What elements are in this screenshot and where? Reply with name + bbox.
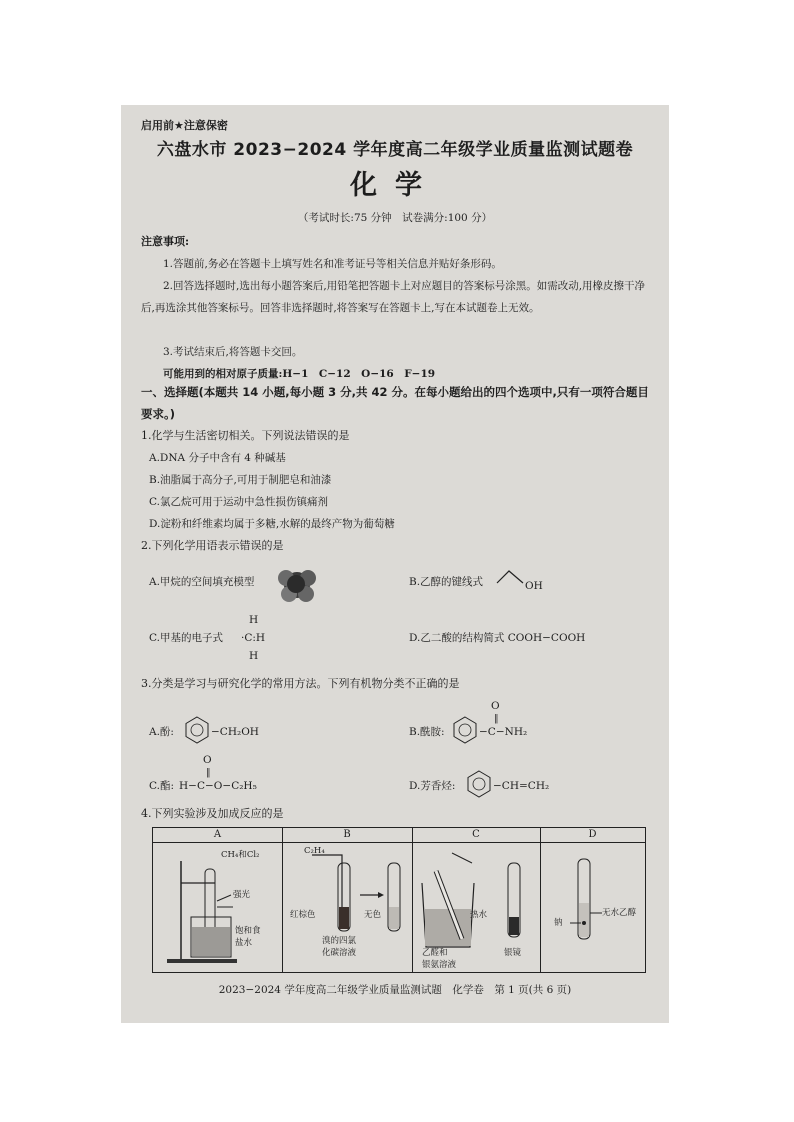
apparatus-a-drawing xyxy=(153,843,282,971)
q2-c-middle: ·C:H xyxy=(241,632,266,644)
c-label-solution-2: 银氨溶液 xyxy=(422,960,457,970)
q3-d-group: −CH=CH₂ xyxy=(493,780,550,792)
b-label-ethylene: C₂H₄ xyxy=(304,846,325,856)
benzene-ring-icon xyxy=(451,715,479,747)
q3-c-oxygen: O xyxy=(203,754,212,766)
a-label-brine-2: 盐水 xyxy=(235,938,253,948)
d-label-anhydrous-ethanol: 无水乙醇 xyxy=(602,908,637,918)
subject-title: 化学 xyxy=(350,170,440,201)
q3-option-c: C.酯: xyxy=(149,780,175,792)
benzene-ring-icon xyxy=(465,769,493,801)
c-label-hot-water: 热水 xyxy=(470,910,488,920)
note-1: 1.答题前,务必在答题卡上填写姓名和准考证号等相关信息并贴好条形码。 xyxy=(163,258,502,270)
exam-paper: 启用前★注意保密 六盘水市 2023−2024 学年度高二年级学业质量监测试题卷 化学 （考试时长:75 分钟 试卷满分:100 分） 注意事项: 1.答题前,务必在答题卡上填写姓名和准考证号等相关信息并贴好条形码。 2.回答选择题时,选出每小题答案后,用铅笔把答题卡上对应题目的答案标号涂黑。如需改动,用橡皮擦干净后,再选涂其他答案标号。回答非选择题时,将答案写在答题卡上,写在本试题卷上无效。 3.考试结束后,将答题卡交回。 可能用到的相对原子质量:H−1 C−12 O−16 F−19 一、选择题(本题共 14 小题,每小题 3 分,共 42 分。在每小题给出的四个选项中,只有一项符合题目要求。) 1.化学与生活密切相关。下列说法错误的是 A.DNA 分子中含有 4 种碱基 B.油脂属于高分子,可用于制肥皂和油漆 C.氯乙烷可用于运动中急性损伤镇痛剂 D.淀粉和纤维素均属于多糖,水解的最终产物为葡萄糖 2.下列化学用语表示错误的是 A.甲烷的空间填充模型 B.乙醇的键线式 OH C.甲基的电子式 H ·C:H H D.乙二酸的结构简式 COOH−COOH 3.分类是学习与研究化学的常用方法。下列有机物分类不正确的是 A.酚: −CH₂OH B.酰胺: O ‖ −C−NH₂ C.酯: O ‖ H−C−O−C₂H₅ D.芳香烃: −CH=CH₂ 4.下列实验涉及加成反应的是 A CH₄和Cl₂ 强光 饱和食 盐水 B C₂H₄ 红棕色 无色 溴的四氯 化碳溶液 C 热水 乙醛和 银氨溶液 银镜 D 钠 无水乙醇 2023−2024 学年度高二年级学业质量监测试题 化学卷 第 1 页(共 6 页) xyxy=(121,105,669,1023)
note-3: 3.考试结束后,将答题卡交回。 xyxy=(163,346,303,358)
atomic-masses: 可能用到的相对原子质量:H−1 C−12 O−16 F−19 xyxy=(163,368,436,380)
q2-c-top-h: H xyxy=(249,614,259,626)
q3-option-d: D.芳香烃: xyxy=(409,780,456,792)
a-label-gas: CH₄和Cl₂ xyxy=(221,850,260,860)
q2-b-oh: OH xyxy=(525,580,543,592)
experiment-b-header: B xyxy=(282,828,412,843)
b-label-colorless: 无色 xyxy=(364,910,382,920)
exam-info: （考试时长:75 分钟 试卷满分:100 分） xyxy=(297,212,493,224)
q2-c-bottom-h: H xyxy=(249,650,259,662)
c-label-solution-1: 乙醛和 xyxy=(422,948,448,958)
q2-option-b: B.乙醇的键线式 xyxy=(409,576,484,588)
experiment-d xyxy=(540,828,645,972)
q3-a-group: −CH₂OH xyxy=(211,726,259,738)
q4-stem: 4.下列实验涉及加成反应的是 xyxy=(141,807,284,820)
methane-space-filling-model xyxy=(273,563,323,603)
q2-stem: 2.下列化学用语表示错误的是 xyxy=(141,539,284,552)
q3-option-b: B.酰胺: xyxy=(409,726,445,738)
page-footer: 2023−2024 学年度高二年级学业质量监测试题 化学卷 第 1 页(共 6 页) xyxy=(218,984,572,996)
q3-b-oxygen: O xyxy=(491,700,500,712)
q2-option-d: D.乙二酸的结构简式 COOH−COOH xyxy=(409,632,586,644)
q3-stem: 3.分类是学习与研究化学的常用方法。下列有机物分类不正确的是 xyxy=(141,677,460,690)
apparatus-d-drawing xyxy=(540,843,645,971)
q3-b-group: −C−NH₂ xyxy=(479,726,528,738)
section-heading: 一、选择题(本题共 14 小题,每小题 3 分,共 42 分。在每小题给出的四个选项中,只有一项符合题目要求。) xyxy=(141,385,649,421)
b-label-solution-2: 化碳溶液 xyxy=(322,948,357,958)
exam-title: 六盘水市 2023−2024 学年度高二年级学业质量监测试题卷 xyxy=(156,140,634,160)
b-label-solution-1: 溴的四氯 xyxy=(322,936,357,946)
benzene-ring-icon xyxy=(183,715,211,747)
a-label-light: 强光 xyxy=(233,890,251,900)
experiment-b xyxy=(282,828,413,972)
experiment-d-header: D xyxy=(540,828,645,843)
q2-option-a: A.甲烷的空间填充模型 xyxy=(149,576,255,588)
a-label-brine-1: 饱和食 xyxy=(235,926,261,936)
q3-option-a: A.酚: xyxy=(149,726,174,738)
c-label-silver-mirror: 银镜 xyxy=(504,948,522,958)
q2-option-c: C.甲基的电子式 xyxy=(149,632,223,644)
note-2: 2.回答选择题时,选出每小题答案后,用铅笔把答题卡上对应题目的答案标号涂黑。如需改动,用橡皮擦干净后,再选涂其他答案标号。回答非选择题时,将答案写在答题卡上,写在本试题卷上无效。 xyxy=(141,280,646,314)
confidential-label: 启用前★注意保密 xyxy=(141,119,228,132)
q1-option-b: B.油脂属于高分子,可用于制肥皂和油漆 xyxy=(149,474,332,486)
q3-c-formula: H−C−O−C₂H₅ xyxy=(179,780,257,792)
d-label-sodium: 钠 xyxy=(554,918,563,928)
experiment-c-header: C xyxy=(412,828,540,843)
experiment-a-header: A xyxy=(153,828,282,843)
experiment-a xyxy=(153,828,283,972)
experiment-c xyxy=(412,828,541,972)
q1-stem: 1.化学与生活密切相关。下列说法错误的是 xyxy=(141,429,350,442)
q4-experiment-figure xyxy=(152,827,646,973)
notes-heading: 注意事项: xyxy=(141,235,190,248)
q1-option-d: D.淀粉和纤维素均属于多糖,水解的最终产物为葡萄糖 xyxy=(149,518,395,530)
q1-option-a: A.DNA 分子中含有 4 种碱基 xyxy=(149,452,286,464)
b-label-red-brown: 红棕色 xyxy=(290,910,316,920)
q1-option-c: C.氯乙烷可用于运动中急性损伤镇痛剂 xyxy=(149,496,328,508)
